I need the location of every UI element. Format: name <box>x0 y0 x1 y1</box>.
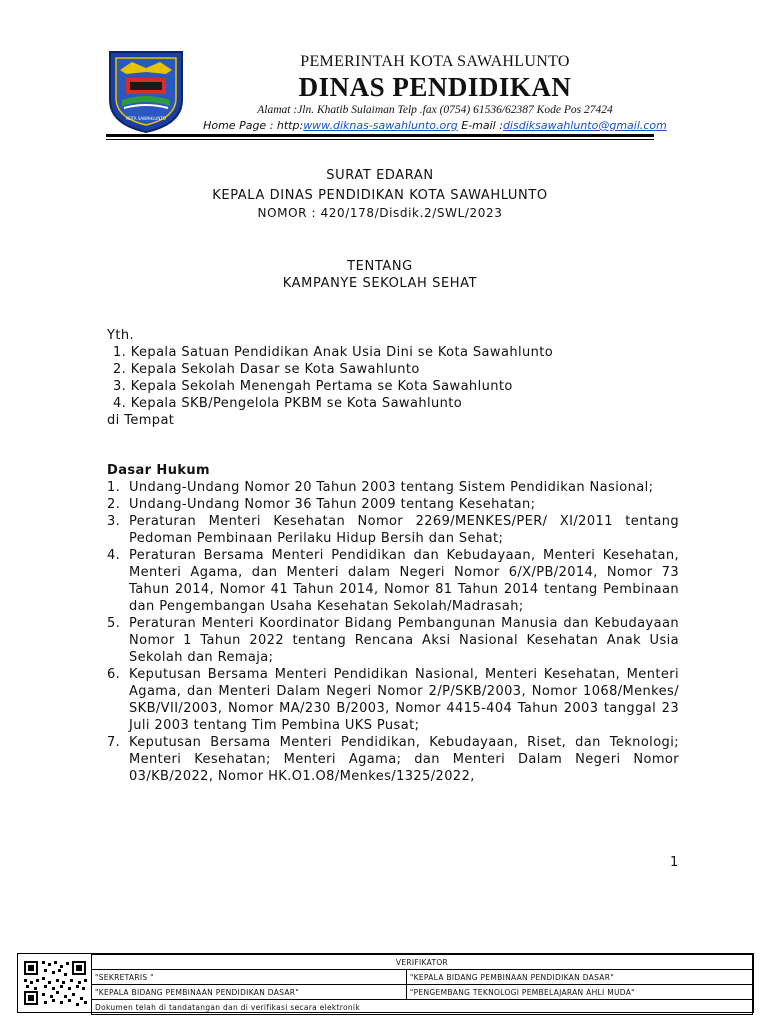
legal-basis-item <box>107 479 679 496</box>
government-name: PEMERINTAH KOTA SAWAHLUNTO <box>300 53 570 70</box>
item-number: 1. <box>107 480 121 495</box>
legal-basis-item <box>107 615 679 666</box>
verifikator-header: VERIFIKATOR <box>92 955 753 970</box>
verifier-cell: "KEPALA BIDANG PEMBINAAN PENDIDIKAN DASAR" <box>92 985 407 1000</box>
legal-basis-item <box>107 666 679 734</box>
header-rule-thin <box>106 139 654 140</box>
letter-subject: KAMPANYE SEKOLAH SEHAT <box>282 276 478 291</box>
item-text: Peraturan Menteri Koordinator Bidang Pembangunan Manusia dan Kebudayaan Nomor 1 Tahun 2022 tentang Rencana Aksi Nasional Kesehatan Anak Usia Sekolah dan Remaja; <box>129 616 679 665</box>
agency-address: Alamat :Jln. Khatib Sulaiman Telp .fax (0754) 61536/62387 Kode Pos 27424 <box>257 104 613 116</box>
contact-line <box>200 118 670 133</box>
homepage-label: Home Page : http: <box>203 119 304 132</box>
item-text: Undang-Undang Nomor 36 Tahun 2009 tentang Kesehatan; <box>129 497 536 512</box>
item-number: 5. <box>107 616 121 631</box>
item-number: 2. <box>107 497 121 512</box>
email-label: E-mail : <box>457 119 503 132</box>
verifier-table <box>91 954 753 1015</box>
recipient-item: 3. Kepala Sekolah Menengah Pertama se Kota Sawahlunto <box>113 379 513 394</box>
legal-basis-item <box>107 496 679 513</box>
item-text: Peraturan Bersama Menteri Pendidikan dan Kebudayaan, Menteri Kesehatan, Menteri Agama, dan Menteri dalam Negeri Nomor 6/X/PB/2014, Nomor 73 Tahun 2014, Nomor 41 Tahun 2014, Nomor 81 Tahun 2014 tentang Pembinaan dan Pengembangan Usaha Kesehatan Sekolah/Madrasah; <box>129 548 679 614</box>
logo-lettering: KOTA SAWAHLUNTO <box>126 116 166 121</box>
item-number: 4. <box>107 548 121 563</box>
qr-code-icon <box>22 959 88 1007</box>
issuer-title: KEPALA DINAS PENDIDIKAN KOTA SAWAHLUNTO <box>212 188 548 203</box>
verifier-cell: "KEPALA BIDANG PEMBINAAN PENDIDIKAN DASAR" <box>406 970 752 985</box>
verifier-cell: "PENGEMBANG TEKNOLOGI PEMBELAJARAN AHLI MUDA" <box>406 985 752 1000</box>
electronic-signature-note: Dokumen telah di tandatangan dan di verifikasi secara elektronik <box>92 1000 753 1015</box>
recipients-block <box>107 327 679 429</box>
letterhead <box>200 52 670 133</box>
item-number: 6. <box>107 667 121 682</box>
item-text: Keputusan Bersama Menteri Pendidikan, Kebudayaan, Riset, dan Teknologi; Menteri Kesehatan; Menteri Agama; dan Menteri Dalam Negeri Nomor 03/KB/2022, Nomor HK.O1.O8/Menkes/1325/2022, <box>129 735 679 784</box>
recipient-item: 1. Kepala Satuan Pendidikan Anak Usia Dini se Kota Sawahlunto <box>113 345 554 360</box>
city-emblem-logo <box>106 48 186 134</box>
di-tempat: di Tempat <box>107 413 175 428</box>
header-rule-thick <box>106 134 654 137</box>
homepage-link[interactable]: www.diknas-sawahlunto.org <box>303 119 458 132</box>
recipient-list <box>107 344 679 412</box>
item-number: 7. <box>107 735 121 750</box>
legal-basis-heading: Dasar Hukum <box>107 463 210 478</box>
letter-number: NOMOR : 420/178/Disdik.2/SWL/2023 <box>257 206 503 220</box>
legal-basis-list <box>107 479 679 785</box>
verification-footer <box>17 953 754 1013</box>
agency-name: DINAS PENDIDIKAN <box>298 72 572 102</box>
item-text: Peraturan Menteri Kesehatan Nomor 2269/MENKES/PER/ XI/2011 tentang Pedoman Pembinaan Perilaku Hidup Bersih dan Sehat; <box>129 514 679 546</box>
recipient-item: 4. Kepala SKB/Pengelola PKBM se Kota Sawahlunto <box>113 396 463 411</box>
item-number: 3. <box>107 514 121 529</box>
letter-type: SURAT EDARAN <box>326 168 434 183</box>
legal-basis-item <box>107 547 679 615</box>
legal-basis-section <box>107 462 679 785</box>
legal-basis-item <box>107 734 679 785</box>
page-number: 1 <box>670 855 679 870</box>
email-link[interactable]: disdiksawahlunto@gmail.com <box>502 119 667 132</box>
legal-basis-item <box>107 513 679 547</box>
item-text: Keputusan Bersama Menteri Pendidikan Nasional, Menteri Kesehatan, Menteri Agama, dan Menteri Dalam Negeri Nomor 2/P/SKB/2003, Nomor 1068/Menkes/ SKB/VII/2003, Nomor MA/230 B/2003, Nomor 4415-404 Tahun 2003 tanggal 23 Juli 2003 tentang Tim Pembina UKS Pusat; <box>129 667 679 733</box>
item-text: Undang-Undang Nomor 20 Tahun 2003 tentang Sistem Pendidikan Nasional; <box>129 480 654 495</box>
recipient-item: 2. Kepala Sekolah Dasar se Kota Sawahlunto <box>113 362 420 377</box>
yth-label: Yth. <box>107 328 135 343</box>
tentang-label: TENTANG <box>347 259 413 274</box>
verifier-cell: "SEKRETARIS " <box>92 970 407 985</box>
